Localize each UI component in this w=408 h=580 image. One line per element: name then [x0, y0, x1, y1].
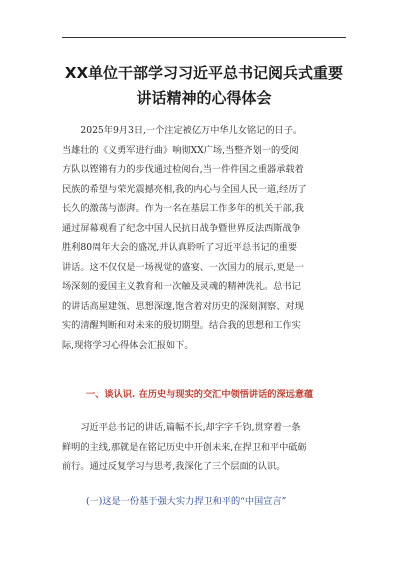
- paragraph-line: 际,现将学习心得体会汇报如下。: [62, 339, 194, 351]
- paragraph-line: 鲜明的主线,那就是在铭记历史中开创未来,在捍卫和平中砥砺: [62, 441, 307, 453]
- section-1-paragraph: [62, 418, 350, 477]
- paragraph-line: 场深刻的爱国主义教育和一次触及灵魂的精神洗礼。总书记: [62, 281, 301, 292]
- paragraph-line: 前行。通过反复学习与思考,我深化了三个层面的认识。: [62, 461, 286, 472]
- paragraph-line: 当雄壮的《义勇军进行曲》响彻XX广场,当整齐划一的受阅: [62, 144, 299, 156]
- intro-paragraph: [62, 121, 350, 355]
- document-title-line-2: 讲话精神的心得体会: [136, 89, 272, 107]
- paragraph-line: 民族的希望与荣光震撼亮相,我的内心与全国人民一道,经历了: [62, 183, 307, 195]
- paragraph-line: 长久的激荡与澎湃。作为一名在基层工作多年的机关干部,我: [62, 203, 304, 214]
- paragraph-line: 通过屏幕观看了纪念中国人民抗日战争暨世界反法西斯战争: [62, 222, 301, 234]
- paragraph-line: 方队以铿锵有力的步伐通过检阅台,当一件件国之重器承载着: [62, 164, 304, 175]
- paragraph-line: 胜利80周年大会的盛况,并认真聆听了习近平总书记的重要: [62, 242, 298, 253]
- header-rule: [62, 37, 346, 38]
- document-title-line-1: XX单位干部学习习近平总书记阅兵式重要: [64, 64, 344, 82]
- paragraph-line: 习近平总书记的讲话,篇幅不长,却字字千钧,贯穿着一条: [62, 422, 301, 433]
- paragraph-line: 2025年9月3日,一个注定被亿万中华儿女铭记的日子。: [62, 125, 303, 136]
- subsection-heading-1: (一)这是一份基于强大实力捍卫和平的“中国宣言”: [86, 496, 287, 507]
- section-heading-1: 一、谈认识. 在历史与现实的交汇中领悟讲话的深远意蕴: [86, 389, 314, 400]
- paragraph-line: 讲话。这不仅仅是一场视觉的盛宴、一次国力的展示,更是一: [62, 261, 304, 273]
- paragraph-line: 实的清醒判断和对未来的殷切期望。结合我的思想和工作实: [62, 320, 301, 331]
- paragraph-line: 的讲话高屋建瓴、思想深邃,饱含着对历史的深刻洞察、对现: [62, 300, 304, 312]
